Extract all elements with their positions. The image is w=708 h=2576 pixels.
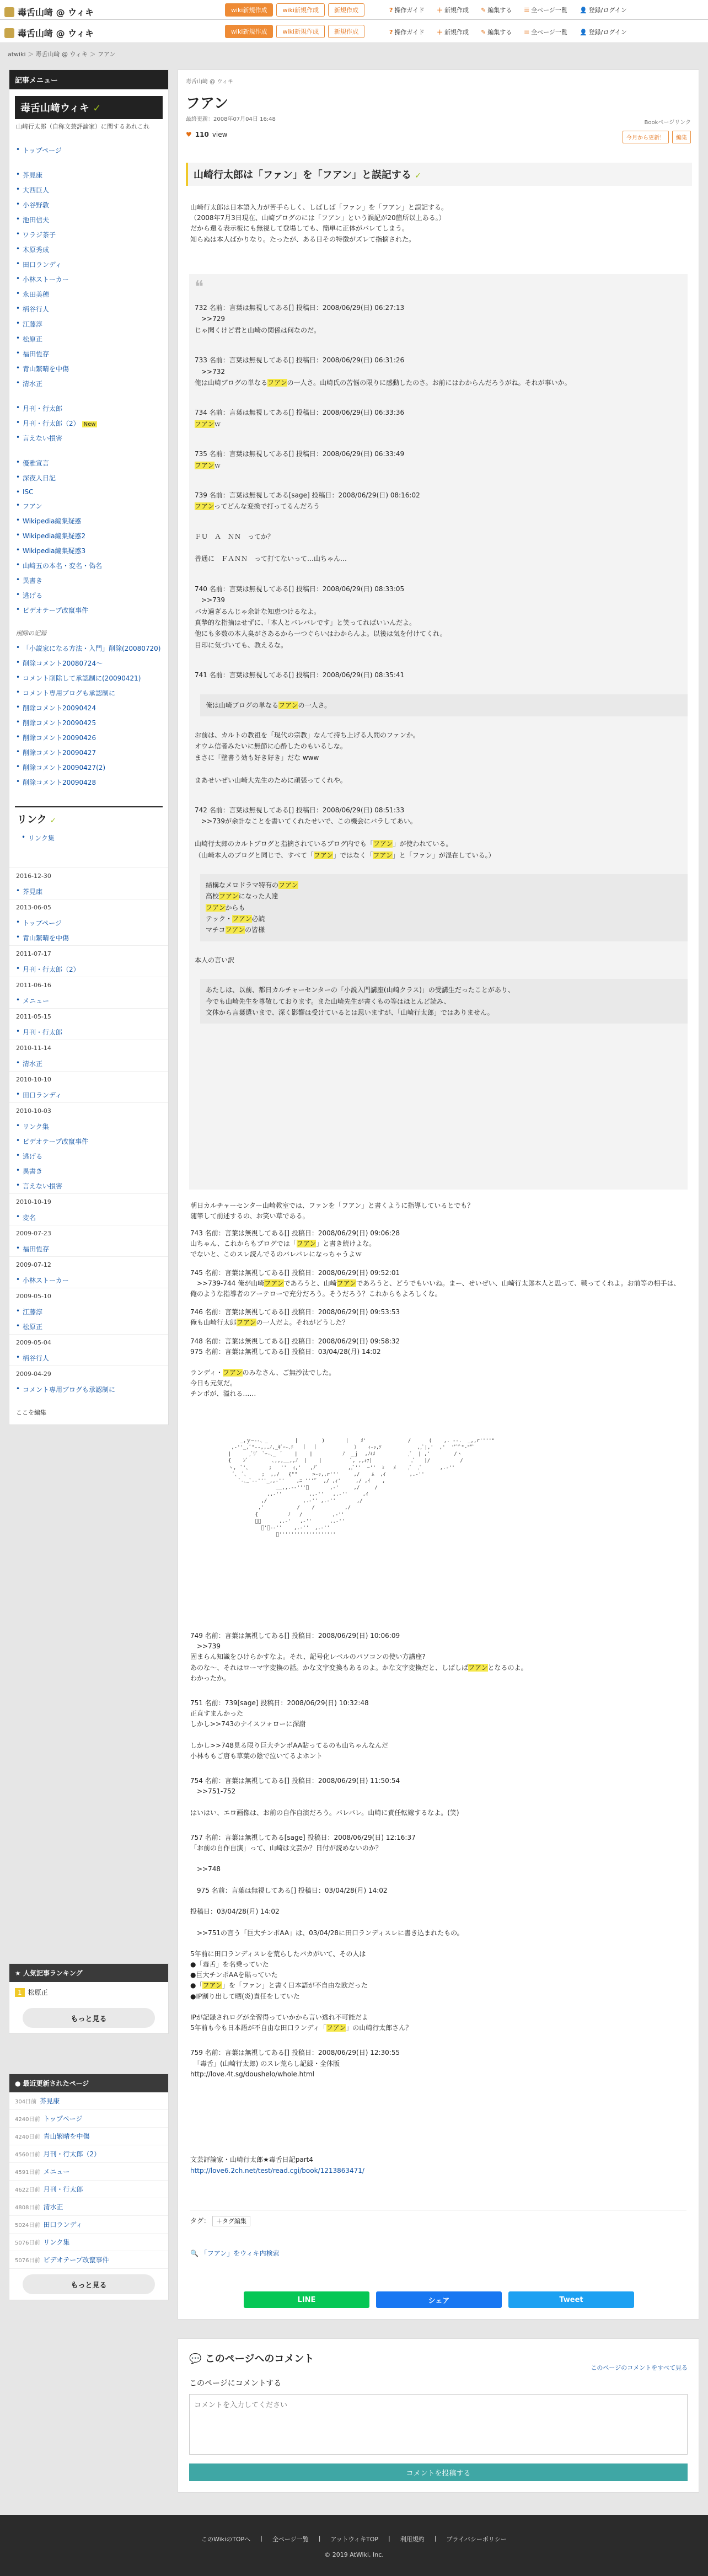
post751: 751 名前：739[sage] 投稿日：2008/06/29(日) 10:32:48 正直すまんかった しかし>>743のナイスフォローに深謝 しかし>>748見る限り巨大チンポAA貼ってるのも山ちゃんなんだ 小林ももご唐も草葉の陰で泣いてるよホント bbox=[190, 1699, 389, 1760]
link-item[interactable]: • リンク集 bbox=[22, 831, 156, 845]
recent-title[interactable]: 青山繁晴を中傷 bbox=[43, 2133, 90, 2140]
ranking-more-button[interactable]: もっと見る bbox=[23, 2008, 155, 2028]
guide-link[interactable]: ? 操作ガイド bbox=[389, 7, 425, 14]
recent-title[interactable]: 田口ランディ bbox=[43, 2221, 83, 2229]
updated-item[interactable]: • 逃げる bbox=[16, 1149, 162, 1164]
all-pages-link[interactable]: ☰ 全ページ一覧 bbox=[524, 7, 567, 14]
wiki-create-button[interactable]: wiki新規作成 bbox=[225, 3, 273, 17]
sidebar-item[interactable]: • 永田美穂 bbox=[16, 287, 162, 302]
updated-item[interactable]: • 小林ストーカー bbox=[16, 1273, 162, 1288]
updated-item[interactable]: • コメント専用ブログも承認制に bbox=[16, 1382, 162, 1397]
main-content bbox=[178, 69, 699, 2320]
recent-time: 304日前 bbox=[15, 2099, 37, 2105]
recent-title[interactable]: 月刊・行太郎（2） bbox=[43, 2150, 101, 2158]
footer bbox=[0, 2515, 708, 2576]
wiki-search-link[interactable]: 🔍 「フアン」をウィキ内検索 bbox=[190, 2250, 280, 2257]
recent-title[interactable]: トップページ bbox=[43, 2115, 83, 2123]
edit-link[interactable]: ✎ 編集する bbox=[481, 29, 512, 36]
sidebar-item[interactable]: • 削除コメント20090427(2) bbox=[16, 760, 162, 775]
date-label: 2009-05-10 bbox=[9, 1288, 168, 1304]
date-label: 2009-07-23 bbox=[9, 1225, 168, 1241]
recent-item[interactable] bbox=[9, 2216, 168, 2234]
sidebar-item[interactable]: • 逃げる bbox=[16, 588, 162, 603]
sidebar-item[interactable]: • 木原秀成 bbox=[16, 242, 162, 257]
recent-item[interactable] bbox=[9, 2181, 168, 2198]
sidebar-item[interactable]: • 山﨑五の本名・変名・偽名 bbox=[16, 558, 162, 573]
quote: あたしは、以前、都日カルチャーセンターの「小説入門講座(山崎クラス)」の受講生だったことがあり、 今でも山崎先生を尊敬しております。また山崎先生が書くもの等はほとんど読み、 文体から言葉遣いまで、深く影響は受けているとは思いますが、「山崎行太郎」ではありません。 bbox=[200, 979, 688, 1024]
source-url[interactable]: http://love6.2ch.net/test/read.cgi/book/1213863471/ bbox=[190, 2167, 364, 2175]
sidebar-item[interactable]: • 言えない損害 bbox=[16, 431, 162, 446]
updated-item[interactable]: • メニュー bbox=[16, 993, 162, 1008]
sidebar-item[interactable]: • 大西巨人 bbox=[16, 183, 162, 197]
date-label: 2009-04-29 bbox=[9, 1365, 168, 1382]
post759: 759 名前：言葉は無視してある[] 投稿日：2008/06/29(日) 12:30:55 「毒舌」(山崎行太郎) のスレ荒らし記録・全体版 http://love.4t.sg/doushelo/whole.html bbox=[190, 2049, 400, 2078]
sidebar-item[interactable]: • 削除コメント20080724〜 bbox=[16, 656, 162, 671]
highlight: フアン bbox=[202, 1981, 223, 1990]
recent-item[interactable] bbox=[9, 2145, 168, 2163]
post743: 743 名前：言葉は無視してある[] 投稿日：2008/06/29(日) 09:06:28 山ちゃん、これからもブログでは「フアン」と書き続けよな。 でないと、このスレ読んでるのバレバレになっちゃうよｗ bbox=[190, 1229, 400, 1258]
sidebar-item[interactable]: • 松原正 bbox=[16, 331, 162, 346]
footer-link[interactable]: アットウィキTOP bbox=[330, 2536, 379, 2543]
recent-title[interactable]: 清水正 bbox=[43, 2203, 63, 2211]
leaf-icon: ✓ bbox=[50, 816, 56, 825]
post: お前は、カルトの教祖を「現代の宗教」なんて持ち上げる人間のファンか。 オウム信者みたいに無節に心酔したのもいるしな。 まさに「壁書う効も好き好き」だな www まあせいぜい山崎大先生のために頑張ってくれや。 bbox=[195, 731, 420, 784]
recent-item[interactable] bbox=[9, 2198, 168, 2216]
sidebar-item[interactable]: • 「小説家になる方法・入門」削除(20080720) bbox=[16, 641, 162, 656]
recent-title[interactable]: リンク集 bbox=[43, 2238, 70, 2246]
sidebar-item[interactable]: • 小林ストーカー bbox=[16, 272, 162, 287]
recent-title[interactable]: 芥見康 bbox=[40, 2097, 60, 2105]
sidebar-item[interactable]: • 優雅宣言 bbox=[16, 456, 162, 470]
post: 742 名前：言葉は無視してある[] 投稿日：2008/06/29(日) 08:51:33 >>739が余計なことを書いてくれたせいで、この機会にバラしてあい。 山崎行太郎のカルトブログと指摘されているブログ内でも「フアン」が使われている。 （山崎本人のブログと同じで、すべて「フアン」ではなく「フアン」と「ファン」が混在している。） bbox=[195, 806, 495, 859]
edit-button[interactable]: 編集 bbox=[672, 131, 691, 143]
post: 734 名前：言葉は無視してある[] 投稿日：2008/06/29(日) 06:33:36 フアンｗ bbox=[195, 409, 405, 428]
footer-link[interactable]: 利用規約 bbox=[400, 2536, 425, 2543]
site-logo[interactable]: 毒舌山﨑 @ ウィキ bbox=[4, 6, 94, 18]
new-link[interactable]: ＋ 新規作成 bbox=[437, 29, 469, 36]
sidebar-menu bbox=[9, 69, 169, 1425]
highlight: フアン bbox=[278, 881, 298, 889]
wiki-create-button[interactable]: wiki新規作成 bbox=[225, 25, 273, 38]
quote: 俺は山崎ブログの単なるフアンの一人さ。 bbox=[200, 694, 688, 716]
footer-separator: | bbox=[318, 2535, 321, 2542]
recent-title[interactable]: ビデオテープ改竄事件 bbox=[43, 2256, 109, 2264]
post: 739 名前：言葉は無視してある[sage] 投稿日：2008/06/29(日) 08:16:02 フアンってどんな変換で打ってるんだろう bbox=[195, 491, 420, 511]
sidebar-item[interactable]: • 深夜人日記 bbox=[16, 470, 162, 485]
date-label: 2016-12-30 bbox=[9, 867, 168, 884]
recent-heading: ● 最近更新されたページ bbox=[9, 2074, 168, 2092]
updated-item[interactable]: • 変名 bbox=[16, 1210, 162, 1225]
updated-item[interactable]: • 月刊・行太郎 bbox=[16, 1025, 162, 1040]
sidebar-item[interactable]: • トップページ bbox=[16, 143, 162, 158]
sticky-header bbox=[0, 20, 708, 43]
tag-area: タグ： ＋タグ編集 bbox=[190, 2210, 686, 2226]
date-label: 2011-05-15 bbox=[9, 1008, 168, 1025]
view-count: ♥ 110 view bbox=[186, 131, 228, 138]
heart-icon[interactable]: ♥ bbox=[186, 131, 192, 138]
quote-block bbox=[189, 274, 688, 1190]
post: ＦＵ Ａ ＮＮ ってか？ 普通に ＦＡＮＮ って打てないって…山ちゃん… bbox=[195, 532, 347, 563]
updated-item[interactable]: • 清水正 bbox=[16, 1056, 162, 1071]
post746: 746 名前：言葉は無視してある[] 投稿日：2008/06/29(日) 09:53:53 俺も山崎行太郎フアンの一人だよ。それがどうした？ bbox=[190, 1308, 400, 1327]
new-create-button[interactable]: 新規作成 bbox=[328, 25, 364, 38]
quote-icon: ❝ bbox=[195, 277, 204, 297]
date-label: 2009-05-04 bbox=[9, 1334, 168, 1351]
highlight: フアン bbox=[264, 1279, 284, 1287]
tweet-button[interactable]: Tweet bbox=[508, 2291, 634, 2308]
updated-item[interactable]: • 青山繁晴を中傷 bbox=[16, 930, 162, 945]
recent-time: 4560日前 bbox=[15, 2152, 40, 2158]
sidebar-item[interactable]: • Wikipedia編集疑惑 bbox=[16, 513, 162, 528]
updated-item[interactable]: • 芥見康 bbox=[16, 884, 162, 899]
global-header bbox=[0, 0, 708, 20]
wiki-title[interactable]: 毒舌山﨑ウィキ ✓ bbox=[15, 96, 163, 119]
highlight: フアン bbox=[296, 1240, 317, 1248]
new-link[interactable]: ＋ 新規作成 bbox=[437, 7, 469, 14]
sidebar-item[interactable]: • 池田信夫 bbox=[16, 212, 162, 227]
wiki-create-button-2[interactable]: wiki新規作成 bbox=[276, 3, 324, 17]
comment-icon: 💬 bbox=[189, 2353, 202, 2365]
highlight: フアン bbox=[313, 851, 334, 859]
post: 740 名前：言葉は無視してある[] 投稿日：2008/06/29(日) 08:33:05 >>739 バカ過ぎるんじゃ余計な知恵つけるなよ。 真摯的な指摘はせずに、「本人とバレバレです」と笑ってればいいんだよ。 他にも多数の本人臭がさあるから一つぐらいはわからんよ。以後は気を付けてくれ。 目印に気づいても、教えるな。 bbox=[195, 585, 447, 649]
edit-menu-link[interactable]: ここを編集 bbox=[16, 1409, 46, 1416]
updated-item[interactable]: • 言えない損害 bbox=[16, 1179, 162, 1193]
last-updated: 最終更新：2008年07月04日 16:48 bbox=[186, 116, 276, 122]
post: 735 名前：言葉は無視してある[] 投稿日：2008/06/29(日) 06:33:49 フアンｗ bbox=[195, 450, 405, 469]
ranking-heading: ★ 人気記事ランキング bbox=[9, 1964, 168, 1982]
sidebar-item[interactable]: • 柄谷行人 bbox=[16, 302, 162, 317]
sidebar-item[interactable]: • 異書き bbox=[16, 573, 162, 588]
comment-submit-button[interactable]: コメントを投稿する bbox=[189, 2463, 688, 2481]
link-title: リンク ✓ bbox=[17, 813, 56, 826]
highlight: フアン bbox=[373, 840, 393, 848]
sidebar-item[interactable]: • 月刊・行太郎（2） New bbox=[16, 416, 162, 431]
footer-separator: | bbox=[434, 2535, 437, 2542]
recent-item[interactable] bbox=[9, 2163, 168, 2181]
sidebar-item[interactable]: • 江藤淳 bbox=[16, 317, 162, 331]
sidebar-item[interactable]: • ビデオテープ改竄事件 bbox=[16, 603, 162, 618]
updated-item[interactable]: • 柄谷行人 bbox=[16, 1351, 162, 1365]
updated-item[interactable]: • ビデオテープ改竄事件 bbox=[16, 1134, 162, 1149]
updated-item[interactable]: • 月刊・行太郎（2） bbox=[16, 962, 162, 977]
sidebar-item[interactable]: • 削除コメント20090424 bbox=[16, 700, 162, 715]
date-label: 2010-10-03 bbox=[9, 1102, 168, 1119]
recent-title[interactable]: 月刊・行太郎 bbox=[43, 2186, 83, 2193]
recent-widget bbox=[9, 2074, 169, 2300]
ranking-widget bbox=[9, 1963, 169, 2034]
sidebar-item[interactable]: • 削除コメント20090428 bbox=[16, 775, 162, 790]
updated-item[interactable]: • 松原正 bbox=[16, 1319, 162, 1334]
updated-item[interactable]: • 福田恆存 bbox=[16, 1241, 162, 1256]
sidebar-item[interactable]: • ワラジ茶子 bbox=[16, 227, 162, 242]
date-label: 2011-07-17 bbox=[9, 945, 168, 962]
highlight: フアン bbox=[195, 420, 214, 428]
wiki-description: 山﨑行太郎（自称文芸評論家）に関するあれこれ bbox=[16, 123, 149, 130]
main-breadcrumb[interactable]: 毒舌山﨑 @ ウィキ bbox=[186, 79, 233, 85]
post: 本人の言い訳 bbox=[195, 956, 235, 964]
all-comments-link[interactable]: このページのコメントをすべて見る bbox=[591, 2364, 688, 2371]
sidebar-item[interactable]: • コメント削除して承認制に(20090421) bbox=[16, 671, 162, 685]
copyright: © 2019 AtWiki, Inc. bbox=[324, 2551, 384, 2558]
mid-text: 朝日カルチャーセンター山崎教室では、ファンを「フアン」と書くように指導しているとでも？ 随筆して前述するの、お笑い草である。 bbox=[190, 1202, 474, 1220]
sidebar-item[interactable]: • 月刊・行太郎 bbox=[16, 401, 162, 416]
post748: 748 名前：言葉は無視してある[] 投稿日：2008/06/29(日) 09:58:32 975 名前：言葉は無視してある[] 投稿日：03/04/28(月) 14:02 ランディ・フアンのみなさん、ご無沙汰でした。 今日も元気だ。 チンポが、溢れる…… bbox=[190, 1337, 400, 1398]
highlight: フアン bbox=[267, 378, 287, 387]
date-label: 2010-10-10 bbox=[9, 1071, 168, 1088]
comment-label: このページにコメントする bbox=[189, 2379, 282, 2388]
sidebar-item[interactable]: • フアン bbox=[16, 499, 162, 513]
page-title: フアン bbox=[186, 95, 228, 112]
footer-separator: | bbox=[260, 2535, 262, 2542]
highlight: フアン bbox=[237, 1319, 256, 1327]
updated-item[interactable]: • 田口ランディ bbox=[16, 1088, 162, 1102]
post745: 745 名前：言葉は無視してある[] 投稿日：2008/06/29(日) 09:52:01 >>739-744 俺が山崎フアンであろうと、山崎フアンであろうと、どうでもいいね。まー、せいぜい、山崎行太郎本人と思って、戦ってくれよ。お前等の相手は、俺のような指導者のアーテローで充分だろう。そうだろう？これからもよろしくな。 bbox=[190, 1268, 680, 1298]
highlight: フアン bbox=[219, 892, 239, 901]
share-bar bbox=[244, 2291, 634, 2308]
intro-text: 山崎行太郎は日本語入力が苦手らしく、しばしば「ファン」を「フアン」と誤記する。 （2008年7月3日現在、山崎ブログのには「フアン」という誤記が20箇所以上ある。） だから還る表示板にも無視して登場しても、簡単に正体がバレてしまう。 知らぬは本人ばかりなり。たったが、ある日その特徴がズレて指摘された。 bbox=[190, 203, 448, 243]
logo-icon bbox=[4, 7, 14, 17]
tag-edit-button[interactable]: ＋タグ編集 bbox=[212, 2216, 250, 2226]
sidebar-item[interactable]: • 清水正 bbox=[16, 376, 162, 391]
highlight: フアン bbox=[223, 1369, 243, 1377]
date-label: 2013-06-05 bbox=[9, 899, 168, 915]
sidebar-item[interactable]: • 青山繁晴を中傷 bbox=[16, 361, 162, 376]
recent-item[interactable] bbox=[9, 2092, 168, 2110]
highlight: フアン bbox=[373, 851, 393, 859]
logo-icon bbox=[4, 28, 14, 38]
recent-time: 4808日前 bbox=[15, 2205, 40, 2211]
highlight: フアン bbox=[225, 926, 245, 934]
wiki-create-button-2[interactable]: wiki新規作成 bbox=[276, 25, 324, 38]
facebook-share-button[interactable]: シェア bbox=[376, 2291, 502, 2308]
sidebar-item[interactable]: • 田口ランディ bbox=[16, 257, 162, 272]
highlight: フアン bbox=[326, 2024, 346, 2032]
recent-item[interactable] bbox=[9, 2128, 168, 2145]
comment-textarea[interactable] bbox=[189, 2394, 688, 2455]
post757: 757 名前：言葉は無視してある[sage] 投稿日：2008/06/29(日) 12:16:37 「お前の自作自演」って、山崎は文芸か？日付が読めないのか？ >>748 975 名前：言葉は無視してある[] 投稿日：03/04/28(月) 14:02 投稿日：03/04/28(月) 14:02 >>751の言う「巨大チンポAA」は、03/04/28に田口ランディスレに書き込まれたもの。 5年前に田口ランディスレを荒らしたバカがいて、その人は ●「毒舌」を名乗っていた ●巨大チンポAAを貼っていた ●「フアン」を「ファン」と書く日本語が不自由な欧だった ●IP割り出して晒(炎)責任をしていた IPが記録されログが全習得っていかから言い逃れ不可能だよ 5年前も今も日本語が不自由な田口ランディ「フアン」の山崎行太郎さん？ bbox=[190, 1833, 464, 2032]
recent-title[interactable]: メニュー bbox=[43, 2168, 70, 2176]
post: 733 名前：言葉は無視してある[] 投稿日：2008/06/29(日) 06:31:26 >>732 俺は山崎ブログの単なるフアンの一人さ。山崎氏の苦悩の限りに感動したのさ。お前にはわからんだろうがね。それが事いか。 bbox=[195, 356, 571, 387]
footer-link[interactable]: プライバシーポリシー bbox=[446, 2536, 507, 2543]
login-link[interactable]: 👤 登録/ログイン bbox=[579, 7, 627, 14]
sidebar-item[interactable]: • 削除コメント20090425 bbox=[16, 715, 162, 730]
updated-item[interactable]: • 異書き bbox=[16, 1164, 162, 1179]
edit-link[interactable]: ✎ 編集する bbox=[481, 7, 512, 14]
recent-item[interactable] bbox=[9, 2110, 168, 2128]
breadcrumb[interactable]: atwiki ＞ 毒舌山﨑 @ ウィキ ＞ フアン bbox=[8, 51, 116, 58]
post: 732 名前：言葉は無視してある[] 投稿日：2008/06/29(日) 06:27:13 >>729 じゃ聞くけど君と山崎の関係は何なのだ。 bbox=[195, 304, 405, 334]
highlight: フアン bbox=[195, 502, 214, 511]
ascii-art: _,ｙ―--、_ | ) | ﾒ' / ( ,. --. _,,r''''" ,-''_,ﾞ"‐-,,.ﾉ,_ｷﾞｰ-､ﾆ ｜ ｜ ） ｨ-ｯ,ｿ ,,ﾞ|,' ,' ''ﾞ'ﾞ"-""ﾞ | ,ﾞﾘﾞ ﾞｰ-､_ ﾞ | | ﾉ _ｊ ,ﾉﾐﾒ ,ﾞ | ,' /ヽ { ﾝﾞ ､,,,__,,ﾉ | | ﾞ, ,,ｫｧ| ,ﾞ |/ / ヽ, ﾞ'、 ; '' ｨ,' ,ﾉﾞ ,,ﾞ'' ~'' ﾐ ﾒ ,ﾞ ,ﾞ ,.-'' ﾞ､ ﾞ､ ; ,,/ {"" >‐ｯ,,r''' ,/ ﾑ ,ｲ ,.-'' ﾞ‐､_ﾞ‐-'''_,,-'' ,ﾆ ''''ﾞ ,/ ,ｨ' ,/ ,ｲ , __,,.-‐'''ﾞ ,-' ,/ / ,,-'' ,.-'' ,.-'' ,ｲ ,/ ,.-'' ,.-'' ,/ ,' / / ,/ { ﾉ / ,-'' ﾞ､ ,.-' ,-'' ,.-'' ﾞ'ｰ-‐'' ,.-'' ,.-'' ﾞ''''''''''''''''''' bbox=[228, 1438, 495, 1538]
sidebar-item[interactable]: • Wikipedia編集疑惑3 bbox=[16, 543, 162, 558]
recent-more-button[interactable]: もっと見る bbox=[23, 2274, 155, 2294]
sidebar-item[interactable]: • 芥見康 bbox=[16, 168, 162, 183]
sidebar-item[interactable]: • ISC bbox=[16, 485, 162, 499]
leaf-icon: ✓ bbox=[415, 172, 421, 180]
section-heading: 山崎行太郎は「ファン」を「フアン」と誤記する ✓ bbox=[186, 163, 692, 186]
recent-time: 4240日前 bbox=[15, 2134, 40, 2140]
recent-time: 4591日前 bbox=[15, 2170, 40, 2176]
post: 741 名前：言葉は無視してある[] 投稿日：2008/06/29(日) 08:35:41 bbox=[195, 671, 405, 679]
line-share-button[interactable]: LINE bbox=[244, 2291, 369, 2308]
link-section bbox=[15, 806, 163, 845]
sidebar-item[interactable]: • 小谷野敦 bbox=[16, 197, 162, 212]
highlight: フアン bbox=[232, 915, 252, 923]
date-label: 2009-07-12 bbox=[9, 1256, 168, 1273]
sidebar-item[interactable]: • 削除コメント20090426 bbox=[16, 730, 162, 745]
recent-time: 5076日前 bbox=[15, 2258, 40, 2264]
highlight: フアン bbox=[336, 1279, 357, 1287]
post754: 754 名前：言葉は無視してある[] 投稿日：2008/06/29(日) 11:50:54 >>751-752 はいはい、エロ画像は、お前の自作自演だろう。バレバレ。山崎に責任転嫁するなよ。(笑) bbox=[190, 1777, 459, 1817]
date-label: 2010-10-19 bbox=[9, 1193, 168, 1210]
highlight: フアン bbox=[468, 1663, 488, 1672]
date-label: 2011-06-16 bbox=[9, 977, 168, 993]
site-logo-2[interactable]: 毒舌山﨑 @ ウィキ bbox=[4, 26, 94, 39]
recent-time: 5024日前 bbox=[15, 2222, 40, 2229]
leaf-icon: ✓ bbox=[93, 103, 101, 114]
footer-separator: | bbox=[388, 2535, 390, 2542]
sidebar-item[interactable]: • Wikipedia編集疑惑2 bbox=[16, 528, 162, 543]
recent-time: 4622日前 bbox=[15, 2187, 40, 2193]
notify-button[interactable]: 今月から更新！ bbox=[623, 131, 669, 143]
recent-item[interactable] bbox=[9, 2251, 168, 2269]
bookmark-link[interactable]: Bookページリンク bbox=[644, 120, 691, 126]
new-create-button[interactable]: 新規作成 bbox=[328, 3, 364, 17]
recent-item[interactable] bbox=[9, 2234, 168, 2251]
recent-time: 5076日前 bbox=[15, 2240, 40, 2246]
sidebar-heading: 記事メニュー bbox=[9, 70, 168, 89]
comment-title: 💬 このページへのコメント bbox=[189, 2353, 314, 2365]
deleted-records-label: 削除の記録 bbox=[16, 629, 46, 637]
footer-link[interactable]: 全ページ一覧 bbox=[272, 2536, 309, 2543]
sidebar-item[interactable]: • 削除コメント20090427 bbox=[16, 745, 162, 760]
quote: 結構なメロドラマ特有のフアン 高校フアンになった人達 フアンからも テック・フアン必読 マチコフアンの皆様 bbox=[200, 874, 688, 941]
updated-item[interactable]: • リンク集 bbox=[16, 1119, 162, 1134]
footer-link[interactable]: このWikiのTOPへ bbox=[201, 2536, 251, 2543]
rank-badge: 1 bbox=[15, 1988, 25, 1997]
updated-item[interactable]: • トップページ bbox=[16, 915, 162, 930]
search-icon: 🔍 bbox=[190, 2250, 199, 2257]
ranking-item[interactable]: 1 松原正 bbox=[9, 1982, 168, 2002]
new-badge: New bbox=[82, 421, 98, 427]
guide-link[interactable]: ? 操作ガイド bbox=[389, 29, 425, 36]
highlight: フアン bbox=[278, 701, 298, 709]
updated-item[interactable]: • 江藤淳 bbox=[16, 1304, 162, 1319]
all-pages-link[interactable]: ☰ 全ページ一覧 bbox=[524, 29, 567, 36]
date-label: 2010-11-14 bbox=[9, 1040, 168, 1056]
post749: 749 名前：言葉は無視してある[] 投稿日：2008/06/29(日) 10:06:09 >>739 固まらん知識をひけらかすなよ。それ、記号化レベルのパソコンの使い方講座? あのな～、それはローマ字変換の話。かな文字変換もあるのよ。かな文字変換だと、しばしばフアンとなるのよ。 わかったか。 bbox=[190, 1632, 528, 1682]
highlight: フアン bbox=[195, 461, 214, 469]
login-link[interactable]: 👤 登録/ログイン bbox=[579, 29, 627, 36]
sidebar-item[interactable]: • コメント専用ブログも承認制に bbox=[16, 685, 162, 700]
sidebar-item[interactable]: • 福田恆存 bbox=[16, 346, 162, 361]
recent-time: 4240日前 bbox=[15, 2117, 40, 2123]
highlight: フアン bbox=[206, 903, 226, 912]
comment-section bbox=[178, 2338, 699, 2493]
source-label: 文芸評論家・山崎行太郎★毒舌日記part4 bbox=[190, 2156, 314, 2163]
